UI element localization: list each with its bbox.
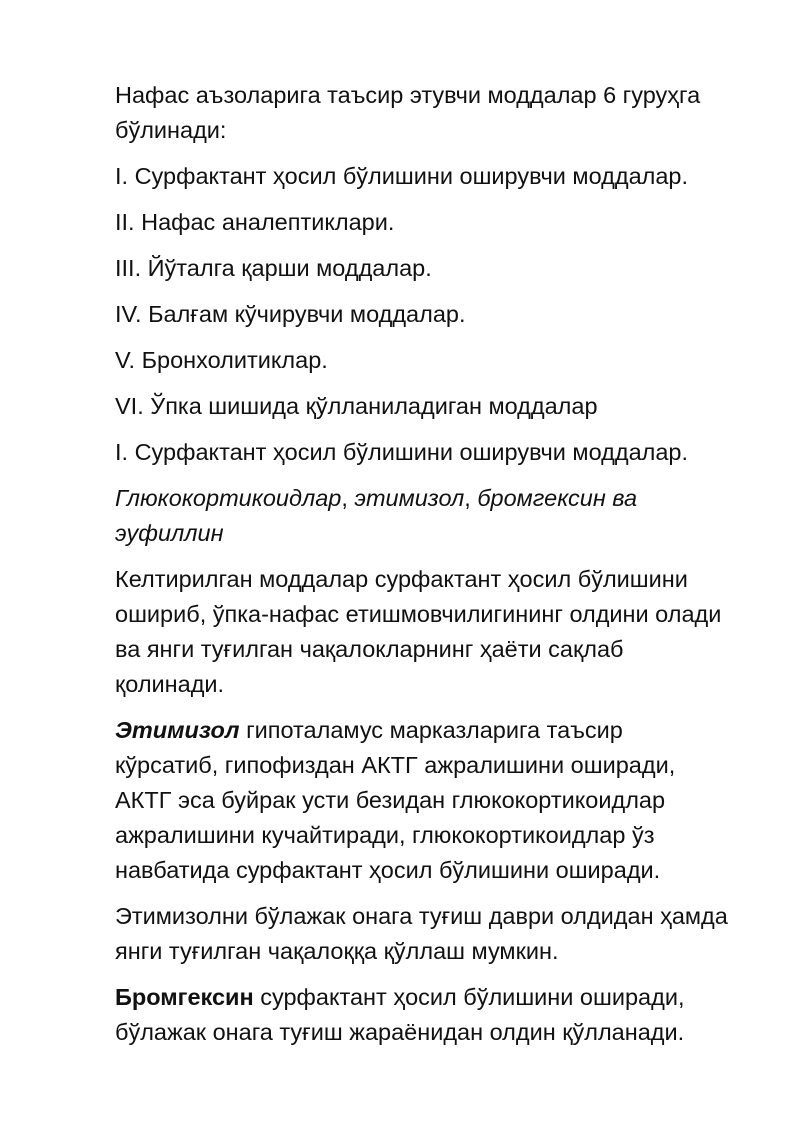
bromhexine-description: сурфактант ҳосил бўлишини оширади, бўлажак онага туғиш жараёнидан олдин қўлланади. <box>115 984 685 1045</box>
group-item-6: VI. Ўпка шишида қўлланиладиган моддалар <box>115 393 598 419</box>
drug-separator-1: , <box>341 485 355 511</box>
drug-separator-2: , <box>464 485 478 511</box>
group-item-4: IV. Балғам кўчирувчи моддалар. <box>115 301 466 327</box>
drug-etimizol: этимизол <box>354 485 465 511</box>
group-item-3: III. Йўталга қарши моддалар. <box>115 255 432 281</box>
document-body <box>115 78 730 1061</box>
group-item-1: I. Сурфактант ҳосил бўлишини оширувчи моддалар. <box>115 163 689 189</box>
intro-paragraph: Нафас аъзоларига таъсир этувчи моддалар 6 гуруҳга бўлинади: <box>115 82 701 143</box>
section-heading: I. Сурфактант ҳосил бўлишини оширувчи моддалар. <box>115 439 689 465</box>
drug-bromhexine-euphylline: бромгексин ва эуфиллин <box>115 485 638 546</box>
paragraph-surfactant-effect: Келтирилган моддалар сурфактант ҳосил бўлишини ошириб, ўпка-нафас етишмовчилигининг олдини олади ва янги туғилган чақалокларнинг ҳаёти сақлаб қолинади. <box>115 566 722 697</box>
etimizol-description: гипоталамус марказларига таъсир кўрсатиб, гипофиздан АКТГ ажралишини оширади, АКТГ эса буйрак усти безидан глюкокортикоидлар ажралишини кучайтиради, глюкокортикоидлар ўз навбатида сурфактант ҳосил бўлишини оширади. <box>115 717 676 883</box>
term-bromhexine: Бромгексин <box>115 984 254 1010</box>
group-item-2: II. Нафас аналептиклари. <box>115 209 395 235</box>
group-item-5: V. Бронхолитиклар. <box>115 347 328 373</box>
paragraph-etimizol-usage: Этимизолни бўлажак онага туғиш даври олдидан ҳамда янги туғилган чақалоққа қўллаш мумкин. <box>115 903 728 964</box>
drugs-line <box>115 481 730 551</box>
paragraph-bromhexine <box>115 980 730 1050</box>
paragraph-etimizol <box>115 713 730 888</box>
drug-glucocorticoids: Глюкокортикоидлар <box>115 485 342 511</box>
term-etimizol: Этимизол <box>115 717 240 743</box>
